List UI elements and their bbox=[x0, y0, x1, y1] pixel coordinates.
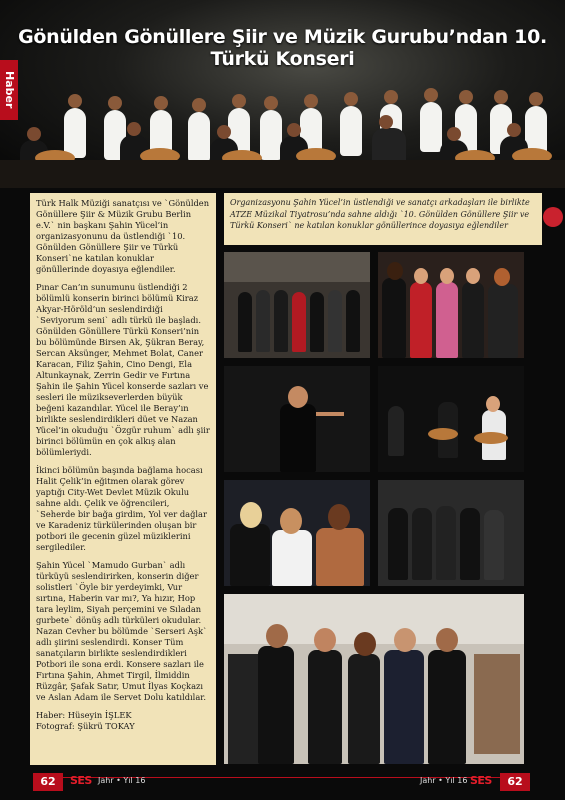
issue-label-left: Jahr • Yıl 16 bbox=[98, 776, 146, 785]
concert-stage-photo bbox=[0, 0, 565, 188]
photo-musicians-saz bbox=[378, 366, 524, 472]
ses-logo: SES bbox=[70, 774, 92, 787]
news-credit: Haber: Hüseyin İŞLEK bbox=[36, 710, 132, 720]
section-tab: Haber bbox=[0, 60, 18, 120]
article-paragraph-3: İkinci bölümün başında bağlama hocası Halit Çelik’in eğitmen olarak görev yaptığı City-Wet Devlet Müzik Okulu sahne aldı. Çelik ve öğrencileri, `Seherde bir bağa girdim, Yol ver dağlar ve Karadeniz türkülerinden oluşan bir potbori ile gecenin güzel müziklerini sergilediler. bbox=[36, 465, 207, 552]
photo-guests-outdoor bbox=[378, 480, 524, 586]
photo-final-group bbox=[224, 594, 524, 764]
issue-label-right: Jahr • Yıl 16 bbox=[420, 776, 468, 785]
photo-singer-microphone bbox=[224, 366, 370, 472]
article-body bbox=[30, 193, 216, 765]
ses-logo-right: SES bbox=[470, 774, 492, 787]
photo-credit: Fotograf: Şükrü TOKAY bbox=[36, 721, 135, 731]
badge-icon bbox=[543, 207, 563, 227]
article-paragraph-2: Pınar Can’ın sunumunu üstlendiği 2 bölümlü konserin birinci bölümü Kiraz Akyar-Höröld’un seslendirdiği `Seviyorum seni` adlı türkü ile başladı. Gönülden Gönüllere Türkü Konseri’nin bu bölümünde Birsen Ak, Şükran Beray, Sercan Aksünger, Mehmet Bolat, Caner Karacan, Filiz Şahin, Cino Dengi, Ela Altunkaynak, Zerrin Gedir ve Fırtına Şahin ile Şahin Yücel konserde sazları ve sesleri ile müzikseverlerden büyük beğeni kazandılar. Yücel ile Beray’ın birlikte seslendirdikleri düet ve Nazan Yücel’in okuduğu `Özgür ruhum` adlı şiir birinci bölümün en çok alkış alan bölümleriydi. bbox=[36, 282, 210, 457]
article-paragraph-1: Türk Halk Müziği sanatçısı ve `Gönülden Gönüllere Şiir & Müzik Grubu Berlin e.V.` nin başkanı Şahin Yücel’in organizasyonunu da üstlendiği `10. Gönülden Gönüllere Şiir ve Türkü Konseri`ne katılan konuklar gönüllerinde doyasıya eğlendiler. bbox=[36, 198, 210, 274]
photo-three-women bbox=[224, 480, 370, 586]
article-paragraph-4: Şahin Yücel `Mamudo Gurban` adlı türküyü seslendirirken, konserin diğer solistleri `Öyle bir yerdeyimki, Vur sırtına, Haberin var mı?, Ya hızır, Hop tara leylim, Siyah perçemini ve Sıladan gurbete` dönüş adlı türküleri okudular. Nazan Cevher bu bölümde `Serseri Aşk` adlı şiirini seslendirdi. Konser Tüm sanatçıların birlikte seslendirdikleri Potbori ile sona erdi. Konsere sazları ile Fırtına Şahin, Ahmet Tirgil, İlmiddin Rüzgâr, Şafak Satır, Umut İlyas Koçkazı ve Aslan Adam ile Servet Dolu katıldılar. bbox=[36, 560, 208, 702]
photo-guests-group bbox=[224, 252, 370, 358]
photo-caption: Organizasyonu Şahin Yücel’in üstlendiği ve sanatçı arkadaşları ile birlikte ATZE Müzikal Tiyatrosu’nda sahne aldığı `10. Gönülden Gönüllere Şiir ve Türkü Konseri` ne katılan konuklar gönüllerince doyasıya eğlendiler bbox=[224, 193, 542, 245]
headline: Gönülden Gönüllere Şiir ve Müzik Gurubu’ndan 10. Türkü Konseri bbox=[18, 26, 547, 70]
photo-women-group bbox=[378, 252, 524, 358]
page-number-right: 62 bbox=[500, 773, 530, 791]
page-number-left: 62 bbox=[33, 773, 63, 791]
